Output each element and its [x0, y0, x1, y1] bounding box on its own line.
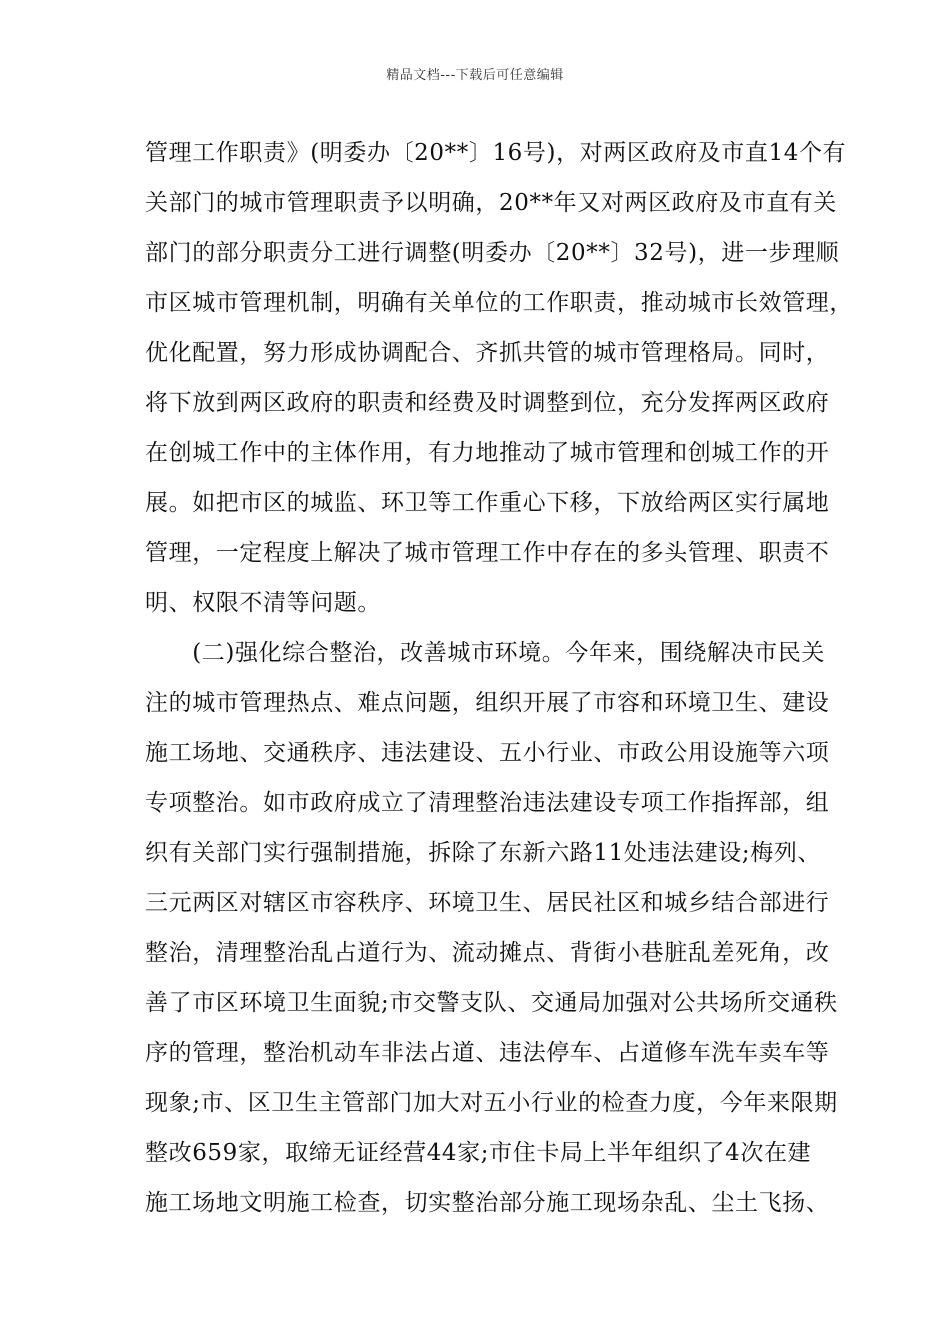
- text-line: 展。如把市区的城监、环卫等工作重心下移，下放给两区实行属地: [145, 490, 830, 516]
- text-line: 整改659家，取缔无证经营44家;市住卡局上半年组织了4次在建: [145, 1140, 812, 1166]
- document-body: [145, 128, 853, 1228]
- text-line: 关部门的城市管理职责予以明确，20**年又对两区政府及市直有关: [145, 190, 837, 216]
- text-line: (二)强化综合整治，改善城市环境。今年来，围绕解决市民关: [145, 640, 825, 666]
- text-line: 施工场地、交通秩序、违法建设、五小行业、市政公用设施等六项: [145, 740, 830, 766]
- text-line: 管理工作职责》(明委办〔20**〕16号)，对两区政府及市直14个有: [145, 140, 847, 166]
- text-line: 在创城工作中的主体作用，有力地推动了城市管理和创城工作的开: [145, 440, 830, 466]
- text-line: 整治，清理整治乱占道行为、流动摊点、背街小巷脏乱差死角，改: [145, 940, 830, 966]
- text-line: 注的城市管理热点、难点问题，组织开展了市容和环境卫生、建设: [145, 690, 830, 716]
- text-line: 市区城市管理机制，明确有关单位的工作职责，推动城市长效管理，: [145, 290, 853, 316]
- text-line: 织有关部门实行强制措施，拆除了东新六路11处违法建设;梅列、: [145, 840, 822, 866]
- text-line: 善了市区环境卫生面貌;市交警支队、交通局加强对公共场所交通秩: [145, 990, 838, 1016]
- text-line: 部门的部分职责分工进行调整(明委办〔20**〕32号)，进一步理顺: [145, 240, 840, 266]
- text-line: 明、权限不清等问题。: [145, 590, 381, 616]
- text-line: 管理，一定程度上解决了城市管理工作中存在的多头管理、职责不: [145, 540, 830, 566]
- text-line: 专项整治。如市政府成立了清理整治违法建设专项工作指挥部，组: [145, 790, 830, 816]
- page-header: 精品文档---下载后可任意编辑: [386, 68, 564, 83]
- text-line: 优化配置，努力形成协调配合、齐抓共管的城市管理格局。同时，: [145, 340, 830, 366]
- text-line: 现象;市、区卫生主管部门加大对五小行业的检查力度，今年来限期: [145, 1090, 838, 1116]
- text-line: 序的管理，整治机动车非法占道、违法停车、占道修车洗车卖车等: [145, 1040, 830, 1066]
- text-line: 施工场地文明施工检查，切实整治部分施工现场杂乱、尘土飞扬、: [145, 1190, 830, 1216]
- text-line: 三元两区对辖区市容秩序、环境卫生、居民社区和城乡结合部进行: [145, 890, 830, 916]
- text-line: 将下放到两区政府的职责和经费及时调整到位，充分发挥两区政府: [145, 390, 830, 416]
